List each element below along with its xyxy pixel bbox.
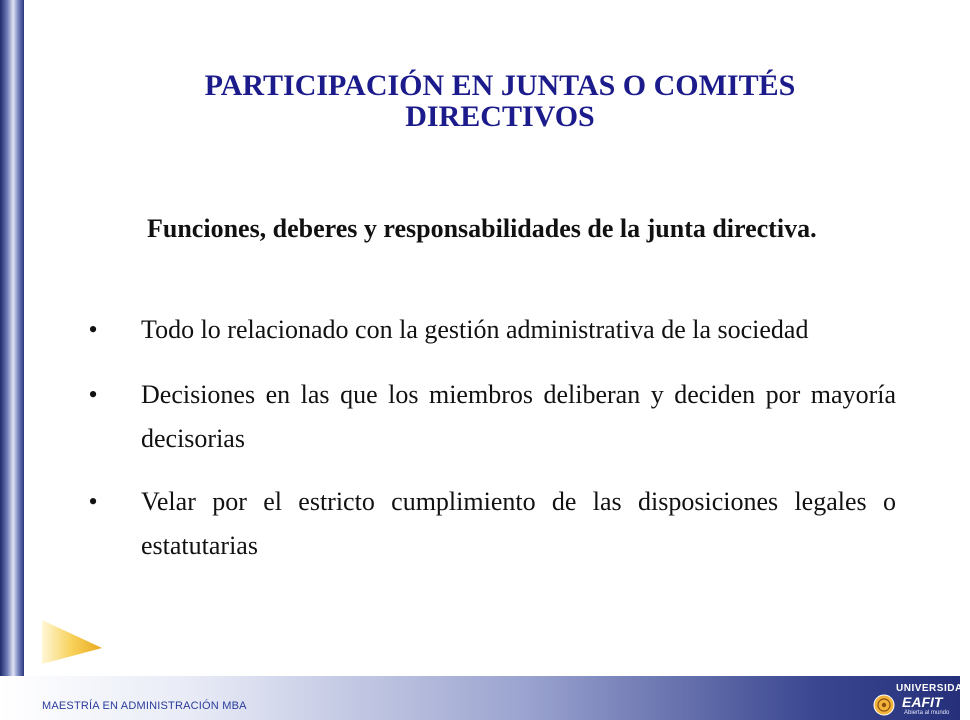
footer-program-label: MAESTRÍA EN ADMINISTRACIÓN MBA <box>42 700 247 712</box>
arrow-decoration-icon <box>40 618 104 666</box>
bullet-text: Todo lo relacionado con la gestión administrativa de la sociedad <box>141 315 809 344</box>
bullet-list <box>78 308 896 568</box>
bullet-dot-icon: • <box>88 380 98 409</box>
footer-bar <box>0 676 970 720</box>
university-logo <box>874 683 970 716</box>
bullet-dot-icon: • <box>88 487 98 516</box>
logo-tagline: Abierta al mundo <box>904 710 950 716</box>
left-decorative-bar <box>0 0 24 720</box>
bullet-text: Velar por el estricto cumplimiento de las disposiciones legales o estatutarias <box>141 487 896 560</box>
slide-subtitle: Funciones, deberes y responsabilidades de la junta directiva. <box>147 214 817 243</box>
bullet-item <box>78 308 896 351</box>
bullet-item <box>78 480 896 568</box>
bullet-item <box>78 373 896 461</box>
logo-main-text: EAFIT <box>902 694 943 710</box>
slide-title: PARTICIPACIÓN EN JUNTAS O COMITÉS DIRECTIVOS <box>204 69 796 133</box>
bullet-dot-icon: • <box>88 315 98 344</box>
bullet-text: Decisiones en las que los miembros deliberan y deciden por mayoría decisorias <box>141 380 896 453</box>
logo-top-text: UNIVERSIDAD <box>896 683 970 694</box>
